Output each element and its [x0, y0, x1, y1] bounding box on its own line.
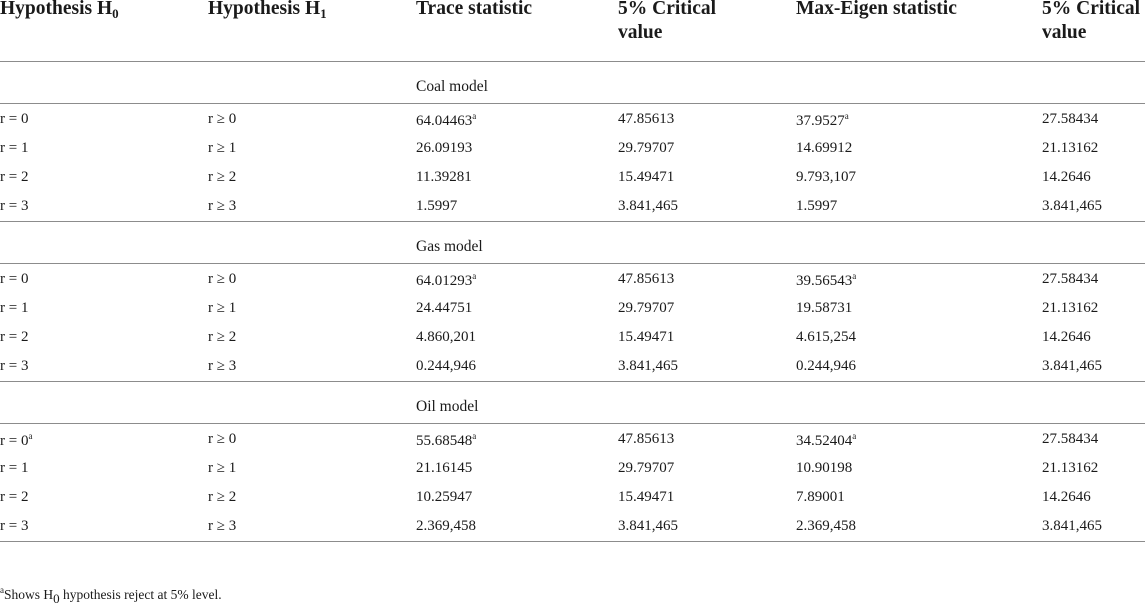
- cell-critical-max-eigen: 14.2646: [1042, 329, 1091, 345]
- cell-trace: 0.244,946: [416, 358, 476, 374]
- cell-h0: r = 1: [0, 140, 29, 156]
- cell-max-eigen: 9.793,107: [796, 169, 856, 185]
- cell-h1: r ≥ 0: [208, 431, 237, 447]
- cell-critical-max-eigen: 3.841,465: [1042, 358, 1102, 374]
- table-row: [0, 424, 1145, 453]
- cell-trace: 1.5997: [416, 198, 458, 214]
- cell-trace: 21.16145: [416, 460, 473, 476]
- cell-max-eigen: 0.244,946: [796, 358, 856, 374]
- table-row: [0, 482, 1145, 511]
- section-header: [0, 62, 1145, 104]
- cell-critical-max-eigen: 3.841,465: [1042, 198, 1102, 214]
- cell-max-eigen: 37.9527$^a$: [796, 111, 849, 129]
- cell-h1: r ≥ 1: [208, 140, 237, 156]
- table-row: [0, 264, 1145, 293]
- table-row: [0, 322, 1145, 351]
- cell-critical-trace: 15.49471: [618, 329, 675, 345]
- footnote-marker: a: [472, 271, 477, 281]
- section-rows: [0, 104, 1145, 222]
- table-body: [0, 62, 1145, 542]
- header-max-eigen: Max-Eigen statistic: [796, 0, 957, 19]
- cell-max-eigen: 14.69912: [796, 140, 853, 156]
- header-trace: Trace statistic: [416, 0, 533, 19]
- section-title: Coal model: [416, 78, 488, 95]
- cell-critical-max-eigen: 21.13162: [1042, 460, 1099, 476]
- cell-max-eigen: 34.52404$^a$: [796, 431, 857, 449]
- section-header: [0, 222, 1145, 264]
- cell-trace: 10.25947: [416, 489, 473, 505]
- cell-h1: r ≥ 3: [208, 198, 237, 214]
- footnote-marker: a: [28, 431, 33, 441]
- table-header: [0, 0, 1145, 62]
- cell-critical-trace: 15.49471: [618, 489, 675, 505]
- cell-h0: $r = 0^a$: [0, 431, 33, 449]
- cell-trace: 64.04463$^a$: [416, 111, 477, 129]
- cell-max-eigen: 2.369,458: [796, 518, 856, 534]
- cell-max-eigen: 1.5997: [796, 198, 838, 214]
- section-rows: [0, 264, 1145, 382]
- cell-max-eigen: 39.56543$^a$: [796, 271, 857, 289]
- table-row: [0, 511, 1145, 540]
- cell-h1: r ≥ 2: [208, 169, 237, 185]
- cell-critical-max-eigen: 27.58434: [1042, 431, 1099, 447]
- cell-critical-trace: 29.79707: [618, 460, 675, 476]
- cell-critical-max-eigen: 14.2646: [1042, 169, 1091, 185]
- cell-h1: r ≥ 1: [208, 300, 237, 316]
- cell-h0: r = 2: [0, 489, 29, 505]
- cell-h0: r = 0: [0, 111, 29, 127]
- cell-max-eigen: 19.58731: [796, 300, 853, 316]
- cell-critical-max-eigen: 3.841,465: [1042, 518, 1102, 534]
- cell-critical-max-eigen: 27.58434: [1042, 271, 1099, 287]
- table-row: [0, 191, 1145, 220]
- cell-critical-max-eigen: 27.58434: [1042, 111, 1099, 127]
- cell-critical-trace: 29.79707: [618, 300, 675, 316]
- cell-h0: r = 2: [0, 169, 29, 185]
- cell-h1: r ≥ 3: [208, 358, 237, 374]
- cell-trace: 26.09193: [416, 140, 473, 156]
- cell-max-eigen: 7.89001: [796, 489, 845, 505]
- header-critical-max-eigen: 5% Critical value: [1042, 0, 1141, 43]
- cell-h1: r ≥ 3: [208, 518, 237, 534]
- cell-critical-trace: 15.49471: [618, 169, 675, 185]
- cell-h0: r = 0: [0, 271, 29, 287]
- section-title: Gas model: [416, 238, 483, 255]
- table-row: [0, 162, 1145, 191]
- header-critical-trace: 5% Critical value: [618, 0, 717, 43]
- cell-trace: 2.369,458: [416, 518, 476, 534]
- cell-critical-trace: 3.841,465: [618, 358, 678, 374]
- cell-critical-max-eigen: 21.13162: [1042, 300, 1099, 316]
- cell-critical-max-eigen: 21.13162: [1042, 140, 1099, 156]
- cell-h0: r = 1: [0, 300, 29, 316]
- cell-critical-trace: 47.85613: [618, 431, 675, 447]
- cell-critical-trace: 29.79707: [618, 140, 675, 156]
- cell-max-eigen: 10.90198: [796, 460, 853, 476]
- cell-h1: r ≥ 2: [208, 489, 237, 505]
- table-row: [0, 293, 1145, 322]
- footnote-marker: a: [472, 111, 477, 121]
- header-h1: Hypothesis $H_1$: [208, 0, 327, 21]
- cell-h0: r = 3: [0, 198, 29, 214]
- table-row: [0, 104, 1145, 133]
- cell-critical-max-eigen: 14.2646: [1042, 489, 1091, 505]
- cell-trace: 24.44751: [416, 300, 473, 316]
- cell-critical-trace: 3.841,465: [618, 198, 678, 214]
- cell-h0: r = 3: [0, 518, 29, 534]
- cell-trace: 64.01293$^a$: [416, 271, 477, 289]
- footnote-marker: a: [472, 431, 477, 441]
- footnote-marker: a: [844, 111, 849, 121]
- cell-h0: r = 3: [0, 358, 29, 374]
- section-title: Oil model: [416, 398, 479, 415]
- cell-critical-trace: 47.85613: [618, 111, 675, 127]
- table-row: [0, 133, 1145, 162]
- footnote-marker: a: [852, 431, 857, 441]
- cell-h0: r = 2: [0, 329, 29, 345]
- table-row: [0, 351, 1145, 380]
- cell-h1: r ≥ 1: [208, 460, 237, 476]
- cell-h1: r ≥ 0: [208, 111, 237, 127]
- cell-trace: 4.860,201: [416, 329, 476, 345]
- cell-critical-trace: 47.85613: [618, 271, 675, 287]
- cell-critical-trace: 3.841,465: [618, 518, 678, 534]
- table-row: [0, 453, 1145, 482]
- section-rows: [0, 424, 1145, 542]
- cell-h1: r ≥ 0: [208, 271, 237, 287]
- footnote-marker: a: [852, 271, 857, 281]
- cell-h1: r ≥ 2: [208, 329, 237, 345]
- header-h0: Hypothesis $H_0$: [0, 0, 119, 21]
- section-header: [0, 382, 1145, 424]
- footnote: $^a$Shows $H_0$ hypothesis reject at 5% level.: [0, 585, 222, 606]
- cell-h0: r = 1: [0, 460, 29, 476]
- cell-max-eigen: 4.615,254: [796, 329, 856, 345]
- cell-trace: 11.39281: [416, 169, 472, 185]
- cell-trace: 55.68548$^a$: [416, 431, 477, 449]
